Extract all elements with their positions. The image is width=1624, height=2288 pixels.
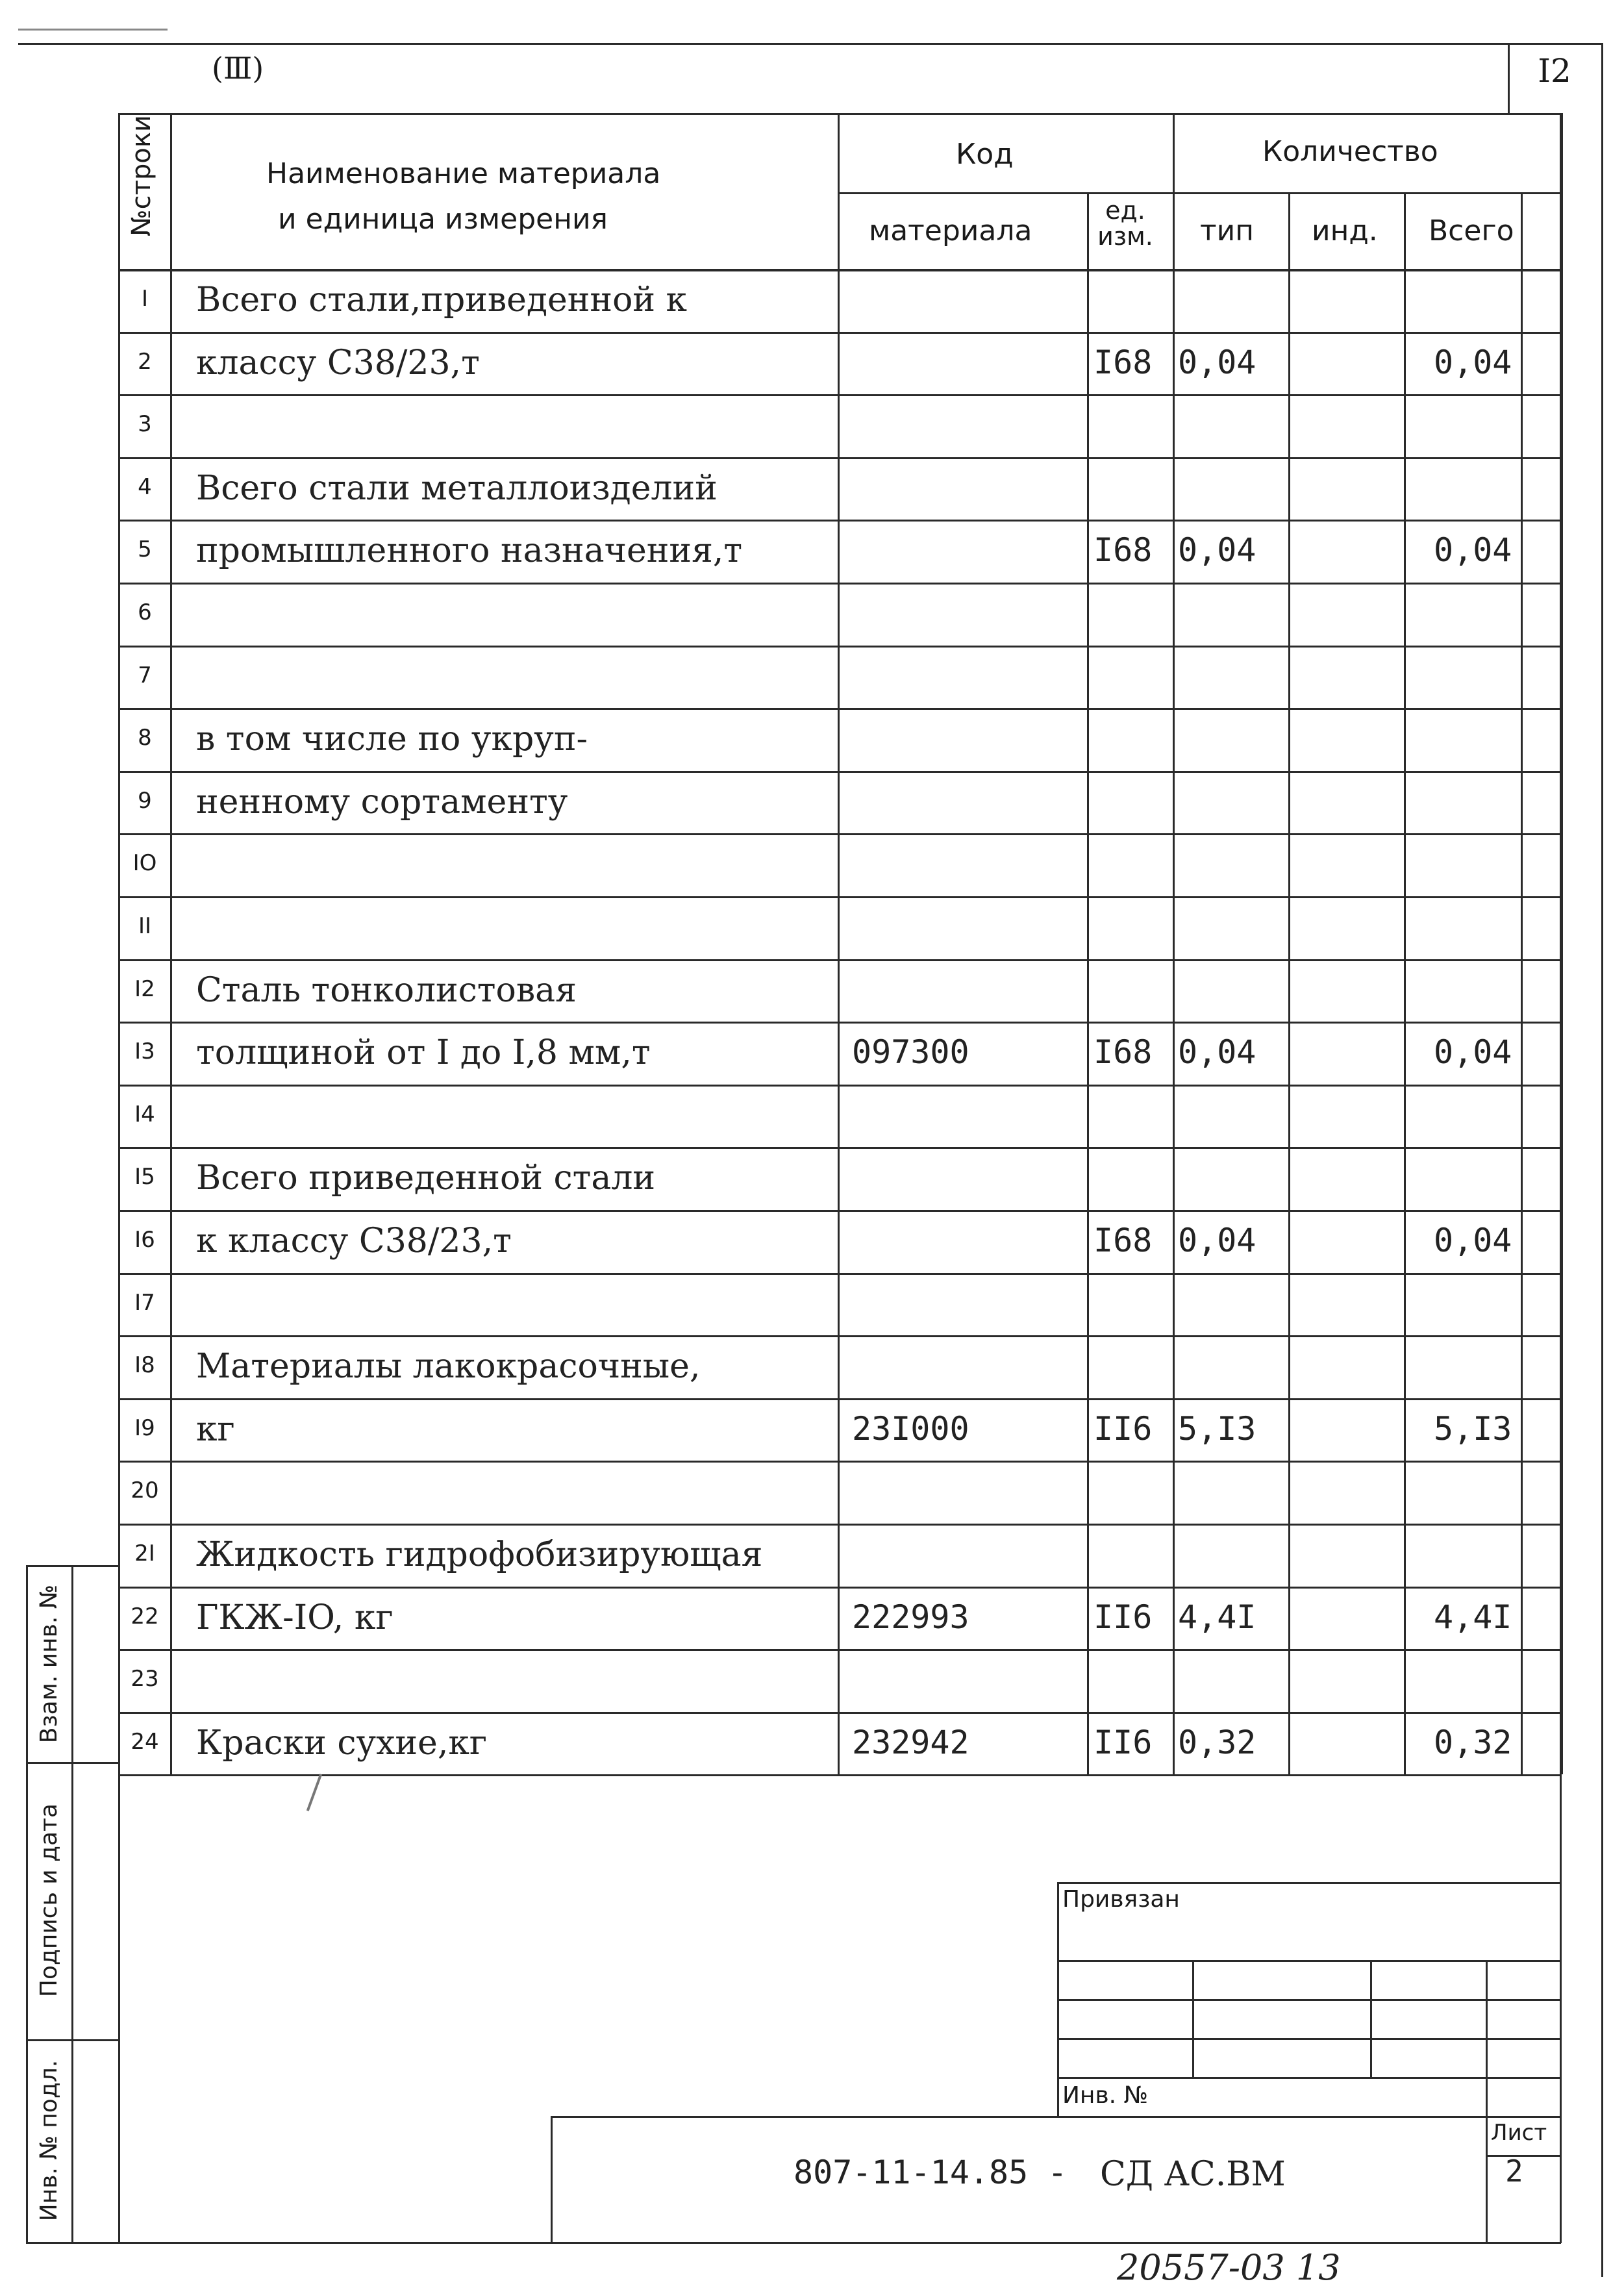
table-row-line bbox=[118, 1649, 1561, 1651]
side-label-podpis: Подпись и дата bbox=[36, 1803, 62, 1998]
header-span-mask bbox=[1519, 115, 1525, 192]
row-qty-type: 0,32 bbox=[1178, 1723, 1256, 1761]
row-material-code: 097300 bbox=[852, 1033, 969, 1072]
tb-inv-no: Инв. № bbox=[1062, 2082, 1149, 2109]
row-unit-code: II6 bbox=[1093, 1723, 1153, 1761]
handwritten-archive-number: 20557-03 13 bbox=[1117, 2247, 1341, 2288]
tb-designation-code: СД АС.ВМ bbox=[1100, 2155, 1286, 2194]
row-number: 3 bbox=[138, 411, 152, 438]
side-stamp-sep1 bbox=[26, 1762, 120, 1764]
row-qty-type: 0,04 bbox=[1178, 343, 1256, 381]
row-name: классу С38/23,т bbox=[196, 343, 480, 383]
row-number: 2 bbox=[138, 348, 152, 375]
table-row-line bbox=[118, 394, 1561, 396]
row-number: I5 bbox=[134, 1164, 155, 1190]
side-stamp-divider bbox=[71, 1565, 73, 2244]
row-name: Всего стали металлоизделий bbox=[196, 468, 718, 508]
row-number: I7 bbox=[134, 1289, 155, 1316]
tb-designation-number: 807-11-14.85 - bbox=[793, 2154, 1068, 2191]
page-number: I2 bbox=[1538, 52, 1571, 90]
header-row-number: №строки bbox=[127, 115, 156, 236]
header-bottom-line bbox=[118, 269, 1561, 271]
tb-main-left bbox=[551, 2116, 553, 2243]
row-qty-total: 4,4I bbox=[1434, 1598, 1512, 1636]
row-number: I2 bbox=[134, 975, 155, 1002]
right-frame-line bbox=[1601, 43, 1603, 2277]
row-number: 5 bbox=[138, 536, 152, 563]
side-stamp-sep2 bbox=[26, 2039, 120, 2041]
row-number: 23 bbox=[131, 1666, 159, 1692]
row-qty-total: 0,04 bbox=[1434, 531, 1512, 570]
row-qty-type: 0,04 bbox=[1178, 1033, 1256, 1072]
tb-list-divider bbox=[1486, 2155, 1561, 2157]
header-span-mask bbox=[1086, 115, 1091, 192]
row-material-code: 232942 bbox=[852, 1723, 969, 1761]
sheet-roman-number: (Ⅲ) bbox=[212, 51, 264, 86]
row-name: в том числе по укруп- bbox=[196, 720, 588, 759]
row-unit-code: I68 bbox=[1093, 1033, 1153, 1072]
row-material-code: 222993 bbox=[852, 1598, 969, 1636]
table-row-line bbox=[118, 1210, 1561, 1212]
row-name: Краски сухие,кг bbox=[196, 1723, 488, 1763]
header-material: материала bbox=[869, 214, 1032, 247]
row-number: 20 bbox=[131, 1477, 159, 1504]
table-row-line bbox=[118, 1022, 1561, 1024]
row-number: I3 bbox=[134, 1038, 155, 1065]
table-row-line bbox=[118, 1085, 1561, 1087]
tb-list-label: Лист bbox=[1491, 2120, 1547, 2146]
table-row-line bbox=[118, 1524, 1561, 1526]
row-material-code: 23I000 bbox=[852, 1409, 969, 1448]
row-number: 24 bbox=[131, 1728, 159, 1755]
header-unit bbox=[1087, 197, 1164, 249]
table-row-line bbox=[118, 959, 1561, 961]
row-number: I4 bbox=[134, 1101, 155, 1127]
row-number: 6 bbox=[138, 599, 152, 625]
side-label-vzam: Взам. инв. № bbox=[36, 1584, 62, 1744]
row-number: 22 bbox=[131, 1603, 159, 1629]
scan-mark bbox=[18, 29, 168, 31]
table-row-line bbox=[118, 1398, 1561, 1400]
materials-table bbox=[118, 113, 1561, 1776]
header-unit-line2: изм. bbox=[1097, 222, 1153, 251]
side-stamp-outer bbox=[26, 1565, 28, 2244]
table-row-line bbox=[118, 646, 1561, 647]
table-row-line bbox=[118, 1147, 1561, 1149]
row-name: Жидкость гидрофобизирующая bbox=[196, 1535, 763, 1574]
row-unit-code: I68 bbox=[1093, 1222, 1153, 1259]
table-row-line bbox=[118, 457, 1561, 459]
row-qty-type: 0,04 bbox=[1178, 531, 1256, 570]
header-code: Код bbox=[956, 138, 1014, 171]
table-row-line bbox=[118, 1587, 1561, 1589]
row-number: IO bbox=[132, 850, 157, 877]
row-name: к классу С38/23,т bbox=[196, 1222, 512, 1261]
side-label-inv-podl: Инв. № подл. bbox=[36, 2059, 62, 2222]
row-number: I9 bbox=[134, 1414, 155, 1441]
row-qty-total: 0,04 bbox=[1434, 1033, 1512, 1072]
header-type: тип bbox=[1200, 214, 1254, 247]
side-stamp-bottom bbox=[26, 2242, 120, 2244]
table-row-line bbox=[118, 708, 1561, 710]
table-row-line bbox=[118, 1712, 1561, 1714]
row-number: 7 bbox=[138, 662, 152, 688]
tb-col3 bbox=[1486, 1960, 1488, 2242]
tb-list-value: 2 bbox=[1505, 2154, 1523, 2189]
table-row-line bbox=[118, 833, 1561, 835]
top-frame-line bbox=[18, 43, 1603, 45]
table-row-line bbox=[118, 520, 1561, 522]
row-qty-type: 4,4I bbox=[1178, 1598, 1256, 1636]
table-col-line bbox=[1561, 113, 1563, 1774]
table-row-line bbox=[118, 583, 1561, 585]
header-ind: инд. bbox=[1312, 214, 1378, 247]
row-name: кг bbox=[196, 1409, 235, 1449]
row-name: толщиной от I до I,8 мм,т bbox=[196, 1033, 651, 1073]
row-number: 8 bbox=[138, 725, 152, 751]
inner-frame-bottom bbox=[118, 2242, 1561, 2244]
header-name-line1: Наименование материала bbox=[266, 157, 661, 190]
row-number: 4 bbox=[138, 473, 152, 500]
tb-col1 bbox=[1192, 1960, 1194, 2078]
tb-top bbox=[1057, 1882, 1561, 1884]
header-quantity: Количество bbox=[1262, 135, 1438, 168]
row-number: I bbox=[141, 286, 149, 312]
row-number: II bbox=[138, 913, 152, 939]
row-qty-type: 0,04 bbox=[1178, 1222, 1256, 1259]
row-name: ненному сортаменту bbox=[196, 782, 568, 822]
table-row-line bbox=[118, 771, 1561, 773]
tb-privyazan: Привязан bbox=[1062, 1886, 1180, 1913]
row-name: промышленного назначения,т bbox=[196, 531, 743, 571]
row-name: Всего приведенной стали bbox=[196, 1159, 656, 1198]
row-qty-type: 5,I3 bbox=[1178, 1409, 1256, 1448]
row-name: Всего стали,приведенной к bbox=[196, 281, 688, 320]
header-unit-line1: ед. bbox=[1105, 196, 1145, 225]
row-name: Сталь тонколистовая bbox=[196, 970, 577, 1010]
scan-speck bbox=[306, 1774, 322, 1811]
table-row-line bbox=[118, 1461, 1561, 1463]
row-qty-total: 0,04 bbox=[1434, 343, 1512, 381]
table-row-line bbox=[118, 1273, 1561, 1275]
table-row-line bbox=[118, 1774, 1561, 1776]
row-qty-total: 0,04 bbox=[1434, 1222, 1512, 1259]
row-number: 9 bbox=[138, 787, 152, 814]
row-number: 2I bbox=[134, 1540, 155, 1566]
header-total: Всего bbox=[1429, 214, 1514, 247]
row-qty-total: 5,I3 bbox=[1434, 1409, 1512, 1448]
header-name-line2: и единица измерения bbox=[278, 203, 608, 236]
table-row-line bbox=[118, 1335, 1561, 1337]
row-number: I6 bbox=[134, 1227, 155, 1253]
table-row-line bbox=[118, 896, 1561, 898]
row-qty-total: 0,32 bbox=[1434, 1723, 1512, 1761]
row-number: I8 bbox=[134, 1352, 155, 1379]
table-row-line bbox=[118, 332, 1561, 334]
row-unit-code: I68 bbox=[1093, 531, 1153, 570]
row-unit-code: II6 bbox=[1093, 1409, 1153, 1448]
row-name: ГКЖ-IO, кг bbox=[196, 1598, 394, 1637]
tb-main-top bbox=[551, 2116, 1561, 2118]
row-unit-code: I68 bbox=[1093, 343, 1153, 381]
header-mid-line bbox=[838, 192, 1561, 194]
row-unit-code: II6 bbox=[1093, 1598, 1153, 1636]
tb-col2 bbox=[1370, 1960, 1372, 2078]
row-name: Материалы лакокрасочные, bbox=[196, 1347, 701, 1387]
